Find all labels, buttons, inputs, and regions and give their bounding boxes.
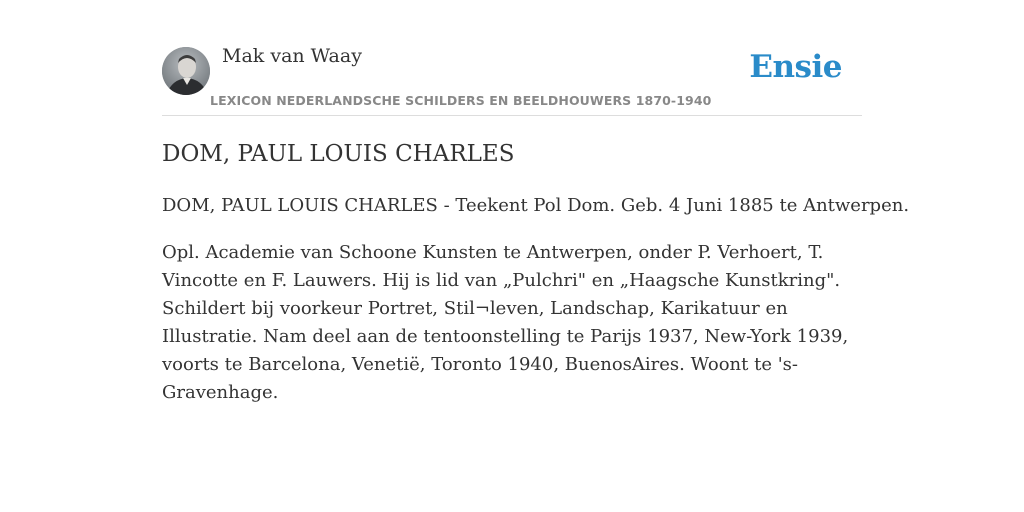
article-title: DOM, PAUL LOUIS CHARLES (162, 141, 515, 167)
article-paragraph: Opl. Academie van Schoone Kunsten te Antwerpen, onder P. Verhoert, T. Vincotte en F. Lauwers. Hij is lid van „Pulchri" en „Haagsche Kunstkring". Schildert bij voorkeur Portret, Stil¬leven, Landschap, Karikatuur en Illustratie. Nam deel aan de tentoonstelling te Parijs 1937, New-York 1939, voorts te Barcelona, Venetië, Toronto 1940, BuenosAires. Woont te 's-Gravenhage. (162, 242, 849, 403)
publication-subtitle[interactable]: LEXICON NEDERLANDSCHE SCHILDERS EN BEELDHOUWERS 1870-1940 (210, 93, 712, 108)
article (162, 138, 910, 426)
header (162, 0, 862, 116)
article-paragraph: DOM, PAUL LOUIS CHARLES - Teekent Pol Dom. Geb. 4 Juni 1885 te Antwerpen. (162, 195, 910, 216)
author-avatar[interactable] (162, 47, 210, 95)
author-name[interactable]: Mak van Waay (222, 45, 362, 67)
brand-logo[interactable]: Ensie (749, 49, 842, 85)
